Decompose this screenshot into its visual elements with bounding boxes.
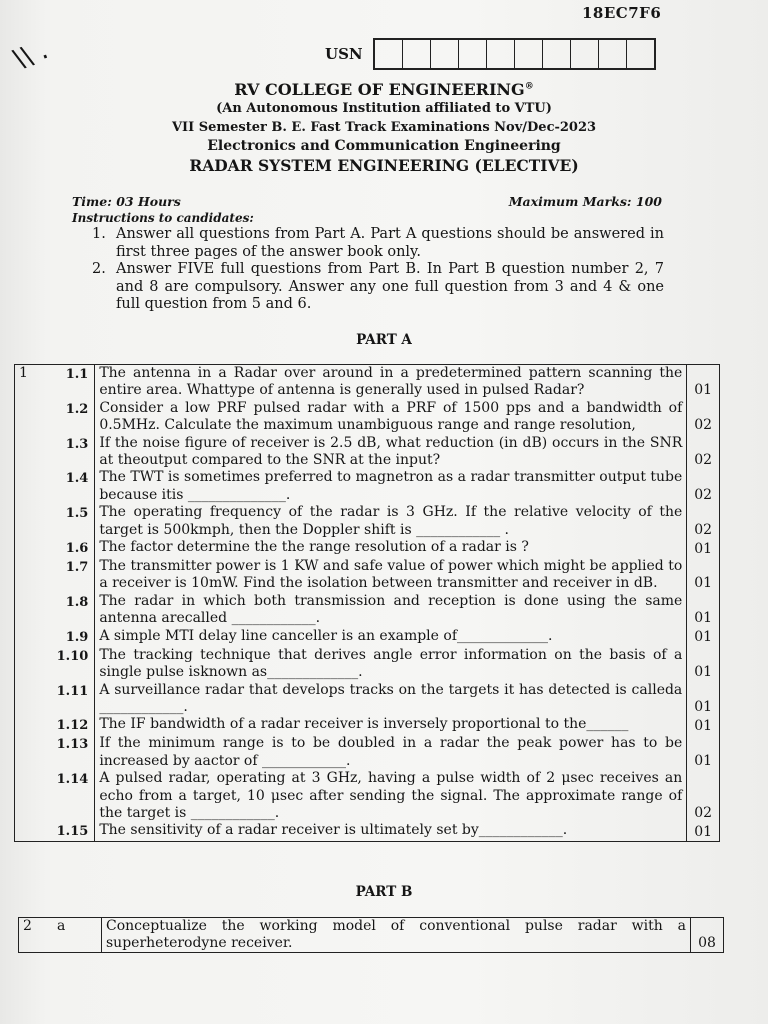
department: Electronics and Communication Engineering bbox=[207, 138, 561, 154]
question-marks: 01 bbox=[687, 735, 720, 770]
question-text: The operating frequency of the radar is 3 GHz. If the relative velocity of the target is 500kmph, then the Doppler shift is ____________ . bbox=[95, 504, 687, 539]
question-row bbox=[15, 735, 720, 770]
question-text: If the minimum range is to be doubled in a radar the peak power has to be increased by aactor of ____________. bbox=[95, 735, 687, 770]
sub-question-number: 1.12 bbox=[41, 716, 95, 735]
sub-question-number: 1.1 bbox=[41, 365, 95, 400]
question-number bbox=[15, 593, 41, 628]
question-row bbox=[15, 770, 720, 822]
instruction-text: Answer FIVE full questions from Part B. In Part B question number 2, 7 and 8 are compulsory. Answer any one full question from 3 and 4 & one full question from 5 and 6. bbox=[116, 261, 664, 312]
instruction-number: 2. bbox=[92, 261, 106, 277]
sub-question-number: 1.9 bbox=[41, 628, 95, 647]
question-number bbox=[15, 682, 41, 717]
question-number bbox=[15, 469, 41, 504]
sub-question-number: 1.5 bbox=[41, 504, 95, 539]
paper-code: 18EC7F6 bbox=[582, 4, 662, 22]
subject-title: RADAR SYSTEM ENGINEERING (ELECTIVE) bbox=[189, 156, 579, 175]
trademark-symbol: ® bbox=[524, 81, 534, 92]
question-marks: 01 bbox=[687, 628, 720, 647]
question-row bbox=[19, 918, 724, 953]
sub-question-letter: a bbox=[53, 918, 102, 953]
question-text: The sensitivity of a radar receiver is ultimately set by____________. bbox=[95, 822, 687, 842]
question-row bbox=[15, 400, 720, 435]
question-text: The IF bandwidth of a radar receiver is inversely proportional to the______ bbox=[95, 716, 687, 735]
part-b-table bbox=[18, 917, 724, 953]
exam-header bbox=[0, 80, 768, 175]
question-marks: 08 bbox=[691, 918, 724, 953]
question-text: A simple MTI delay line canceller is an example of_____________. bbox=[95, 628, 687, 647]
question-row bbox=[15, 558, 720, 593]
instruction-item bbox=[92, 261, 664, 314]
question-row bbox=[15, 504, 720, 539]
instruction-number: 1. bbox=[92, 226, 106, 242]
usn-box bbox=[627, 40, 654, 68]
question-text: If the noise figure of receiver is 2.5 dB, what reduction (in dB) occurs in the SNR at theoutput compared to the SNR at the input? bbox=[95, 435, 687, 470]
question-marks: 01 bbox=[687, 539, 720, 558]
part-b-title: PART B bbox=[355, 884, 413, 900]
question-number bbox=[15, 558, 41, 593]
question-row bbox=[15, 647, 720, 682]
question-marks: 02 bbox=[687, 770, 720, 822]
usn-box bbox=[571, 40, 599, 68]
question-number bbox=[15, 735, 41, 770]
sub-question-number: 1.11 bbox=[41, 682, 95, 717]
sub-question-number: 1.7 bbox=[41, 558, 95, 593]
question-text: Consider a low PRF pulsed radar with a PRF of 1500 pps and a bandwidth of 0.5MHz. Calculate the maximum unambiguous range and range resolution, bbox=[95, 400, 687, 435]
question-row bbox=[15, 593, 720, 628]
exam-meta bbox=[72, 194, 662, 209]
sub-question-number: 1.10 bbox=[41, 647, 95, 682]
question-number: 1 bbox=[15, 365, 41, 400]
question-marks: 02 bbox=[687, 435, 720, 470]
question-number bbox=[15, 435, 41, 470]
question-number bbox=[15, 770, 41, 822]
usn-box bbox=[543, 40, 571, 68]
question-row bbox=[15, 539, 720, 558]
question-number bbox=[15, 647, 41, 682]
college-name bbox=[0, 80, 768, 99]
instruction-text: Answer all questions from Part A. Part A questions should be answered in first three pages of the answer book only. bbox=[116, 226, 664, 260]
question-marks: 02 bbox=[687, 400, 720, 435]
usn-box bbox=[375, 40, 403, 68]
usn-box bbox=[515, 40, 543, 68]
sub-question-number: 1.14 bbox=[41, 770, 95, 822]
part-a-table bbox=[14, 364, 720, 842]
question-row bbox=[15, 628, 720, 647]
question-marks: 01 bbox=[687, 682, 720, 717]
question-marks: 01 bbox=[687, 365, 720, 400]
question-number: 2 bbox=[19, 918, 54, 953]
question-text: The antenna in a Radar over around in a predetermined pattern scanning the entire area. Whattype of antenna is generally used in pulsed Radar? bbox=[95, 365, 687, 400]
question-number bbox=[15, 822, 41, 842]
college-name-text: RV COLLEGE OF ENGINEERING bbox=[234, 80, 525, 99]
question-marks: 01 bbox=[687, 593, 720, 628]
instruction-item bbox=[92, 226, 664, 261]
question-marks: 01 bbox=[687, 716, 720, 735]
handwritten-mark: \\ . bbox=[9, 35, 53, 75]
usn-box bbox=[431, 40, 459, 68]
sub-question-number: 1.3 bbox=[41, 435, 95, 470]
part-a-title: PART A bbox=[356, 332, 412, 348]
question-text: Conceptualize the working model of conventional pulse radar with a superheterodyne receiver. bbox=[102, 918, 691, 953]
question-marks: 01 bbox=[687, 558, 720, 593]
instructions-list bbox=[92, 226, 664, 314]
question-row bbox=[15, 365, 720, 400]
question-row bbox=[15, 822, 720, 842]
time-label: Time: 03 Hours bbox=[72, 194, 181, 209]
usn-box bbox=[599, 40, 627, 68]
question-text: The transmitter power is 1 KW and safe value of power which might be applied to a receiver is 10mW. Find the isolation between transmitter and receiver in dB. bbox=[95, 558, 687, 593]
instructions-title: Instructions to candidates: bbox=[72, 211, 254, 225]
question-text: The factor determine the the range resolution of a radar is ? bbox=[95, 539, 687, 558]
question-number bbox=[15, 504, 41, 539]
question-text: The tracking technique that derives angle error information on the basis of a single pulse isknown as_____________. bbox=[95, 647, 687, 682]
question-row bbox=[15, 716, 720, 735]
exam-title: VII Semester B. E. Fast Track Examinations Nov/Dec-2023 bbox=[171, 120, 597, 135]
question-marks: 01 bbox=[687, 647, 720, 682]
usn-box bbox=[459, 40, 487, 68]
question-text: The TWT is sometimes preferred to magnetron as a radar transmitter output tube because itis ______________. bbox=[95, 469, 687, 504]
sub-question-number: 1.13 bbox=[41, 735, 95, 770]
usn-box bbox=[403, 40, 431, 68]
sub-question-number: 1.8 bbox=[41, 593, 95, 628]
usn-box bbox=[487, 40, 515, 68]
question-marks: 02 bbox=[687, 469, 720, 504]
max-marks-label: Maximum Marks: 100 bbox=[508, 194, 662, 209]
question-row bbox=[15, 435, 720, 470]
usn-field bbox=[325, 38, 656, 70]
usn-boxes bbox=[373, 38, 656, 70]
question-marks: 01 bbox=[687, 822, 720, 842]
question-marks: 02 bbox=[687, 504, 720, 539]
usn-label: USN bbox=[325, 45, 363, 63]
sub-question-number: 1.15 bbox=[41, 822, 95, 842]
question-text: The radar in which both transmission and reception is done using the same antenna arecalled ____________. bbox=[95, 593, 687, 628]
sub-question-number: 1.6 bbox=[41, 539, 95, 558]
question-number bbox=[15, 539, 41, 558]
question-row bbox=[15, 469, 720, 504]
question-text: A surveillance radar that develops tracks on the targets it has detected is calleda ____________. bbox=[95, 682, 687, 717]
question-text: A pulsed radar, operating at 3 GHz, having a pulse width of 2 μsec receives an echo from a target, 10 μsec after sending the signal. The approximate range of the target is ____________. bbox=[95, 770, 687, 822]
question-number bbox=[15, 400, 41, 435]
question-row bbox=[15, 682, 720, 717]
sub-question-number: 1.4 bbox=[41, 469, 95, 504]
sub-question-number: 1.2 bbox=[41, 400, 95, 435]
question-number bbox=[15, 628, 41, 647]
affiliation: (An Autonomous Institution affiliated to VTU) bbox=[216, 101, 552, 116]
question-number bbox=[15, 716, 41, 735]
